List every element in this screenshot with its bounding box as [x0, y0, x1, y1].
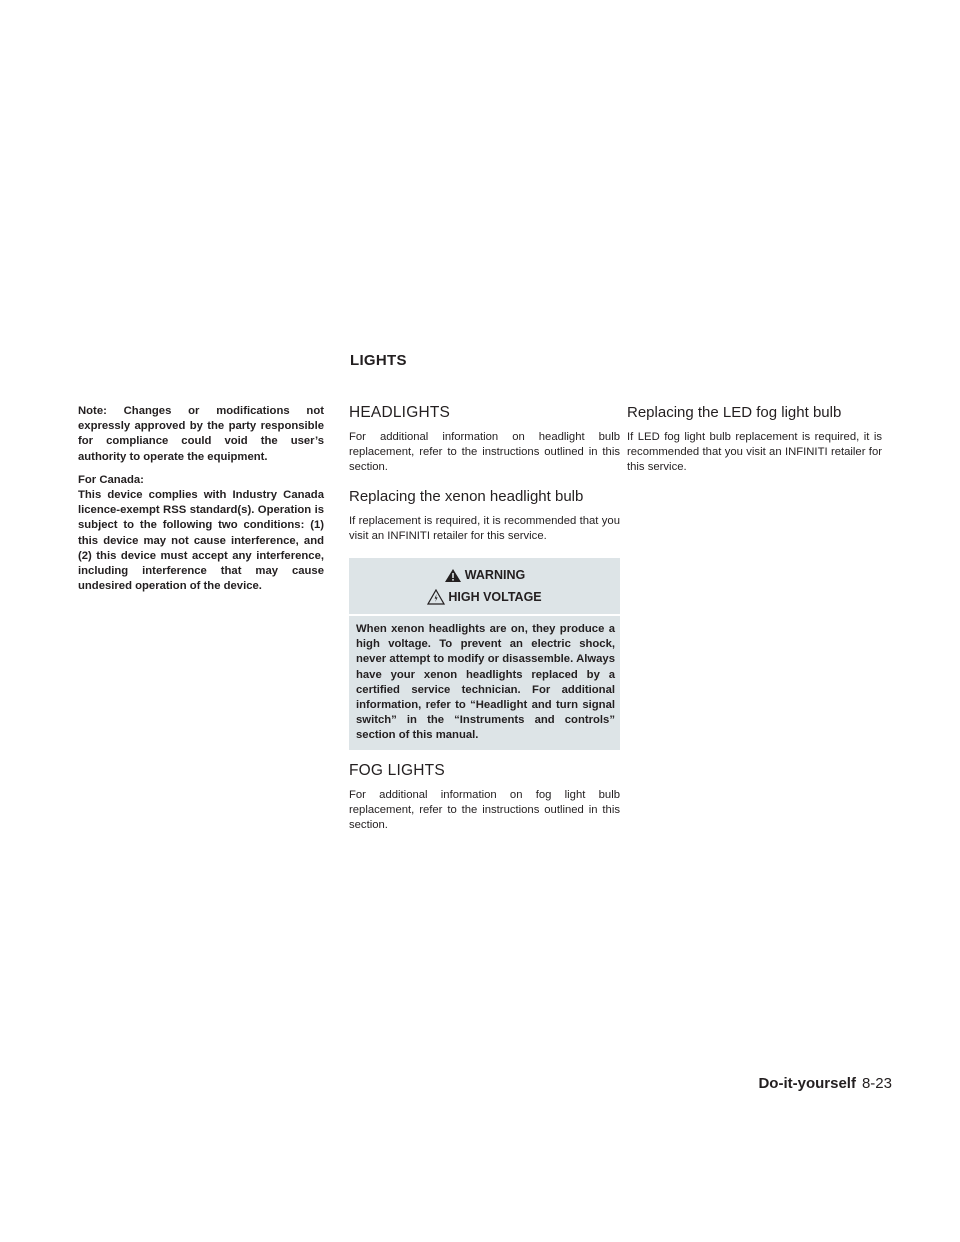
warning-label: WARNING: [464, 568, 526, 583]
chapter-title: Do-it-yourself: [758, 1075, 856, 1092]
section-title: LIGHTS: [350, 352, 407, 369]
warning-text: When xenon headlights are on, they produce a high voltage. To prevent an electric shock, never attempt to modify or disassemble. Always have your xenon headlights replaced by a certified service technician. For additional information, refer to “Headlight and turn signal switch” in the “Instruments and controls” section of this manual.: [356, 623, 615, 742]
xenon-text: If replacement is required, it is recommended that you visit an INFINITI retailer for this service.: [349, 514, 620, 542]
fcc-note: Note: Changes or modifications not expressly approved by the party responsible for compliance could void the user’s authority to operate the equipment.: [78, 405, 324, 463]
left-column: [78, 404, 324, 602]
page-number: 8-23: [861, 1075, 892, 1092]
middle-column: [349, 404, 620, 839]
fog-lights-heading: FOG LIGHTS: [349, 761, 445, 779]
led-fog-heading: Replacing the LED fog light bulb: [627, 404, 842, 421]
hazard-label-row: [349, 586, 620, 608]
xenon-heading: Replacing the xenon headlight bulb: [349, 487, 584, 505]
warning-label-row: [349, 564, 620, 586]
high-voltage-icon: [427, 589, 445, 605]
warning-box: [349, 558, 620, 750]
warning-triangle-icon: [444, 568, 462, 583]
headlights-text: For additional information on headlight bulb replacement, refer to the instructions outlined in this section.: [349, 431, 620, 474]
headlights-heading: HEADLIGHTS: [349, 404, 451, 421]
canada-notice: [78, 473, 324, 595]
fog-lights-text: For additional information on fog light bulb replacement, refer to the instructions outlined in this section.: [349, 788, 620, 832]
right-column: [627, 404, 882, 482]
warning-header: [349, 558, 620, 616]
canada-heading: For Canada:: [78, 473, 144, 486]
canada-text: This device complies with Industry Canada licence-exempt RSS standard(s). Operation is subject to the following two conditions: (1) this device may not cause interference, and (2) this device must accept any interference, including interference that may cause undesired operation of the device.: [78, 489, 324, 593]
page-footer: [758, 1075, 892, 1092]
hazard-label: HIGH VOLTAGE: [448, 590, 542, 605]
led-fog-text: If LED fog light bulb replacement is required, it is recommended that you visit an INFINITI retailer for this service.: [627, 431, 882, 474]
